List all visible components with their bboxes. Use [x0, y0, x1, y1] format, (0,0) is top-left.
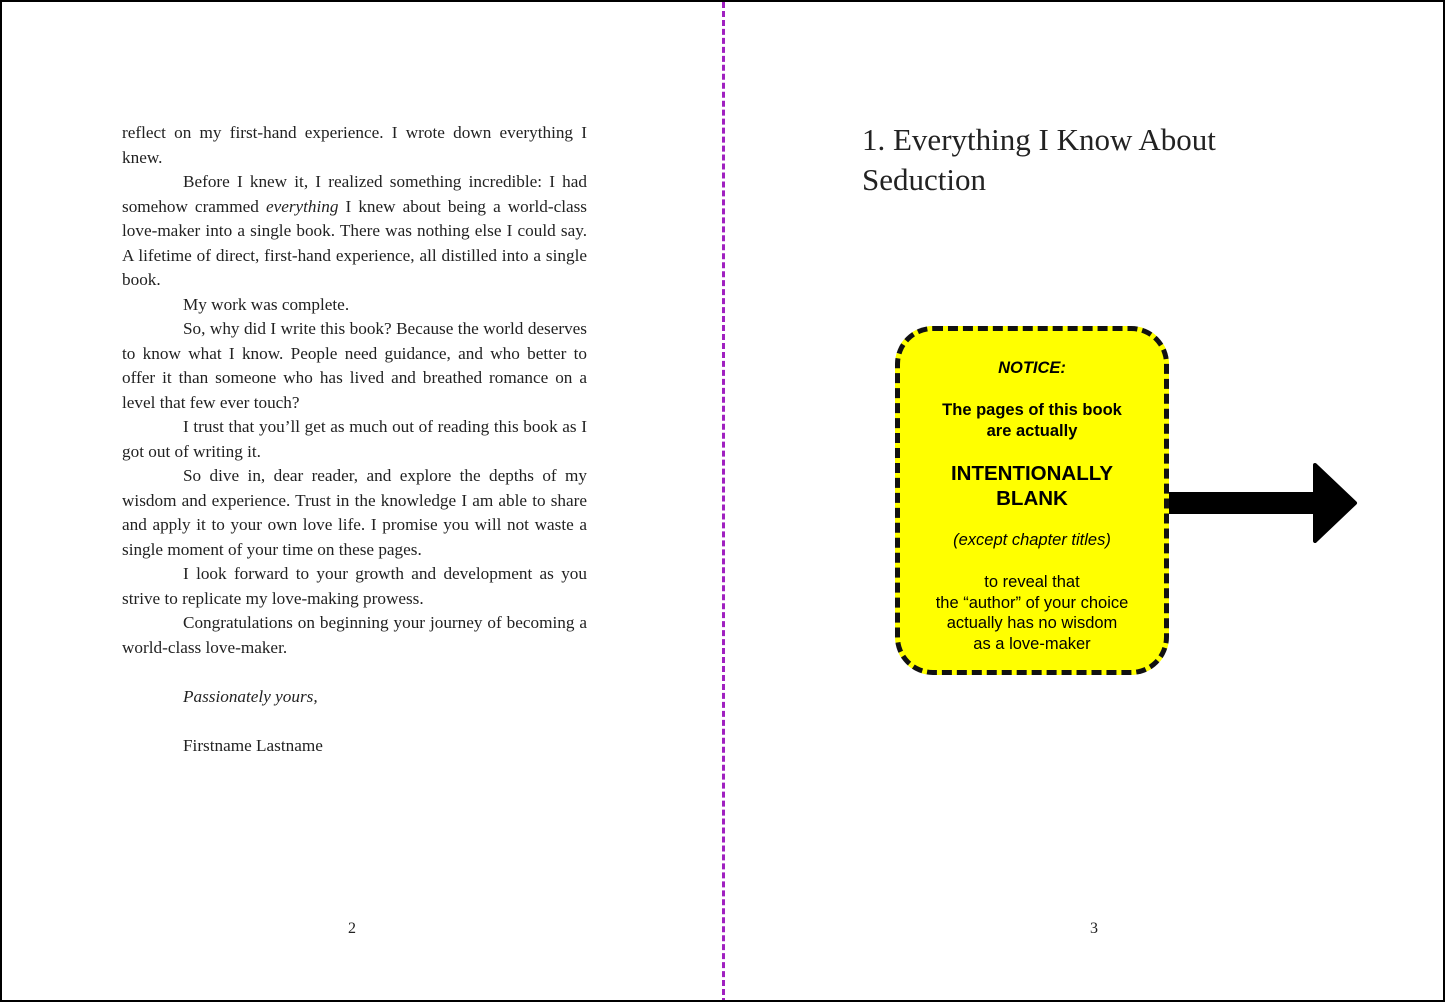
paragraph-7: I look forward to your growth and development as you strive to replicate my love-making prowess. — [122, 564, 587, 608]
paragraph-5: I trust that you’ll get as much out of reading this book as I got out of writing it. — [122, 417, 587, 461]
notice-subheading-line-2: are actually — [986, 421, 1078, 440]
paragraph-3: My work was complete. — [183, 294, 350, 314]
notice-subheading-line-1: The pages of this book — [942, 401, 1122, 419]
notice-exception: (except chapter titles) — [953, 531, 1111, 549]
left-page — [2, 2, 722, 1002]
right-page — [725, 2, 1445, 1002]
right-arrow-icon — [1169, 463, 1359, 543]
notice-reveal-line-1: to reveal that — [984, 573, 1080, 591]
paragraph-incredible-end: I knew about being a world-class love-maker into a single book. There was nothing else I could say. A lifetime of direct, first-hand experience, all distilled into a single book. — [122, 196, 587, 289]
notice-big-line-1: INTENTIONALLY — [950, 462, 1114, 485]
signoff: Passionately yours, — [183, 687, 318, 706]
notice-heading: NOTICE: — [998, 359, 1066, 377]
notice-reveal-line-4: as a love-maker — [973, 634, 1091, 653]
notice-subheading — [900, 400, 1164, 441]
chapter-title: 1. Everything I Know About Seduction — [862, 122, 1216, 197]
paragraph-1: reflect on my first-hand experience. I wrote down everything I knew. — [122, 123, 587, 167]
notice-box — [895, 326, 1169, 675]
notice-reveal-line-3: actually has no wisdom — [946, 614, 1118, 632]
notice-intentionally-blank — [900, 461, 1164, 511]
left-page-body — [122, 121, 587, 758]
emphasis-everything: everything — [265, 196, 339, 216]
paragraph-incredible — [122, 170, 587, 293]
signature: Firstname Lastname — [183, 735, 323, 755]
page-number-left: 2 — [348, 920, 356, 937]
paragraph-8: Congratulations on beginning your journey of becoming a world-class love-maker. — [122, 613, 587, 657]
notice-big-line-2: BLANK — [996, 487, 1068, 510]
notice-reveal-line-2: the “author” of your choice — [935, 593, 1129, 612]
paragraph-4: So, why did I write this book? Because the world deserves to know what I know. People need guidance, and who better to offer it than someone who has lived and breathed romance on a level that few ever touch? — [122, 319, 587, 412]
page-number-right: 3 — [1090, 920, 1098, 937]
paragraph-incredible-start: Before I knew it, I realized something incredible: I had somehow crammed — [122, 172, 587, 216]
paragraph-6: So dive in, dear reader, and explore the depths of my wisdom and experience. Trust in the knowledge I am able to share and apply it to your own love life. I promise you will not waste a single moment of your time on these pages. — [122, 466, 587, 559]
notice-reveal — [900, 572, 1164, 654]
